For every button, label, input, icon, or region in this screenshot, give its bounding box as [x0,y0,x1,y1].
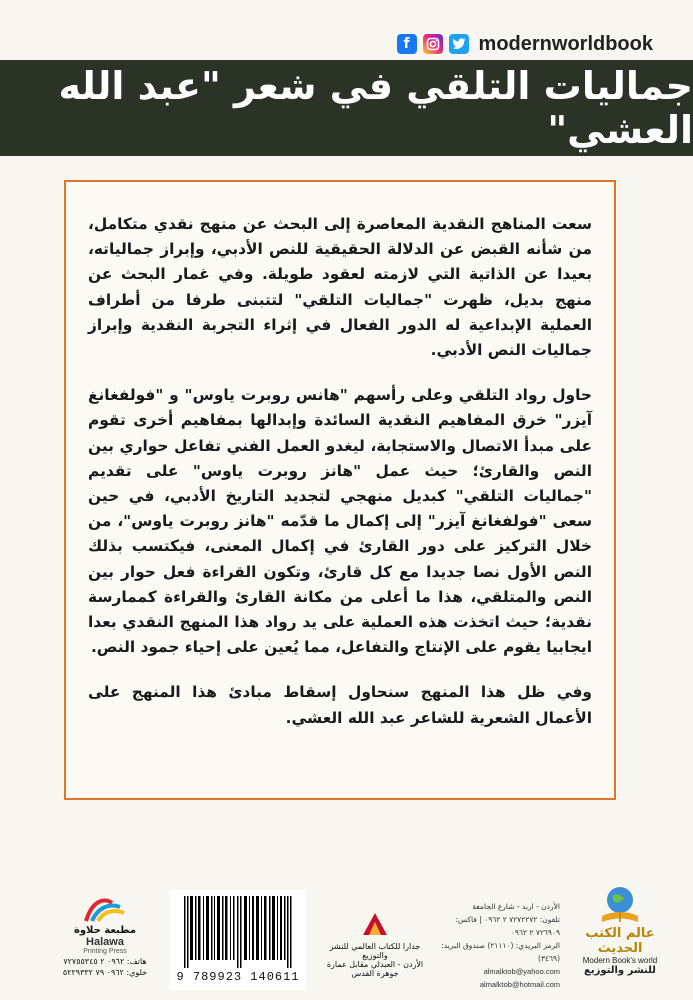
globe-book-logo-icon [598,882,642,926]
blurb-box [64,180,616,800]
printer-sub-en: Printing Press [83,948,127,955]
printer-name-ar: مطبعة حلاوة [73,925,137,936]
publisher-tagline-ar: للنشر والتوزيع [584,965,656,976]
social-strip [397,30,653,58]
contact-block [432,900,560,991]
site-name[interactable]: modernworldbook [478,32,653,55]
footer [0,870,693,1000]
printer-mobile: خلوي: ٠٩٦٢ ٧٩ ٥٢٢٩٣٣٢ [62,968,148,977]
publisher-name-en: Modern Book's world [582,956,658,965]
isbn-barcode [170,890,306,990]
facebook-icon[interactable]: f [397,34,417,54]
publisher-distributor-line1: جدارا للكتاب العالمي للنشر والتوزيع [329,942,421,960]
barcode-digits: 9 789923 140611 [176,970,300,984]
publisher-distributor [320,910,430,978]
blurb-paragraph-3: وفي ظل هذا المنهج سنحاول إسقاط مبادئ هذا المنهج على الأعمال الشعرية للشاعر عبد الله العشي. [88,683,592,727]
blurb-paragraph-2: حاول رواد التلقي وعلى رأسهم "هانس روبرت ياوس" و "فولفغانغ آيزر" خرق المفاهيم النقدية السائدة وإبدالها بمفاهيم أخرى تقوم على مبدأ الاتصال والاستجابة، ليغدو العمل الفني تفاعل حواري بين النص والقارئ؛ حيث عمل "هانز روبرت ياوس" على تقديم "جماليات التلقي" كبديل منهجي لتجديد التاريخ الأدبي، في حين سعى "فولفغانغ آيزر" إلى إكمال ما قدّمه "هانز روبرت ياوس"، من خلال التركيز على دور القارئ في إكمال المعنى، فيكتسب بذلك النص الأول نصا جديدا مع كل قارئ، وتكون القراءة فعل حوار بين النص والمتلقي، هذا ما أعلى من مكانة القارئ والقراءة كممارسة نقدية؛ حيث اتخذت هذه العملية على يد رواد هذا المنهج النقدي بعدا ايجابيا يقوم على الإنتاج والتفاعل، مما يُعين على إحياء جمود النص. [88,386,592,657]
contact-post: الرمز البريدي: (٢١١١٠) صندوق البريد: (٣٤٦٩) [441,941,560,963]
barcode-bars [184,896,294,968]
contact-email-1[interactable]: almalktob@yahoo.com [483,967,560,976]
jadara-logo-icon [360,910,390,938]
publisher-block [565,882,675,976]
publisher-name-ar: عالم الكتب الحديث [585,926,655,956]
twitter-icon[interactable] [449,34,469,54]
contact-phone: تلفون: ٧٢٧٢٢٧٢ ٢ ٠٩٦٢ | فاكس: ٧٢٦٩٠٩ ٢ ٠٩٦٢ [455,915,560,937]
instagram-icon[interactable] [423,34,443,54]
book-title: جماليات التلقي في شعر "عبد الله العشي" [58,64,693,152]
printer-phone: هاتف: ٠٩٦٢ ٢ ٧٢٧٥٥٣٤٥ [63,957,147,966]
blurb-paragraph-1: سعت المناهج النقدية المعاصرة إلى البحث عن منهج نقدي متكامل، من شأنه القبض عن الدلالة الحقيقية للنص الأدبي، وإبراز جمالياته، بعيدا عن الذاتية التي لازمته لعقود طويلة. وفي غمار البحث عن منهج بديل، ظهرت "جماليات التلقي" لتتبنى طرفا من أطراف العملية الإبداعية له الدور الفعال في إثراء التجربة النقدية وإبراز جماليات النص الأدبي. [88,215,592,360]
title-band [0,60,693,156]
printer-name-en: Halawa [86,936,124,948]
printer-block [60,895,150,977]
publisher-distributor-line2: الأردن - العبدلي مقابل عمارة جوهرة القدس [326,960,424,978]
contact-email-2[interactable]: almalktob@hotmail.com [479,980,560,989]
printer-logo-icon [82,895,128,925]
contact-address: الأردن - اربد - شارع الجامعة [472,902,560,911]
